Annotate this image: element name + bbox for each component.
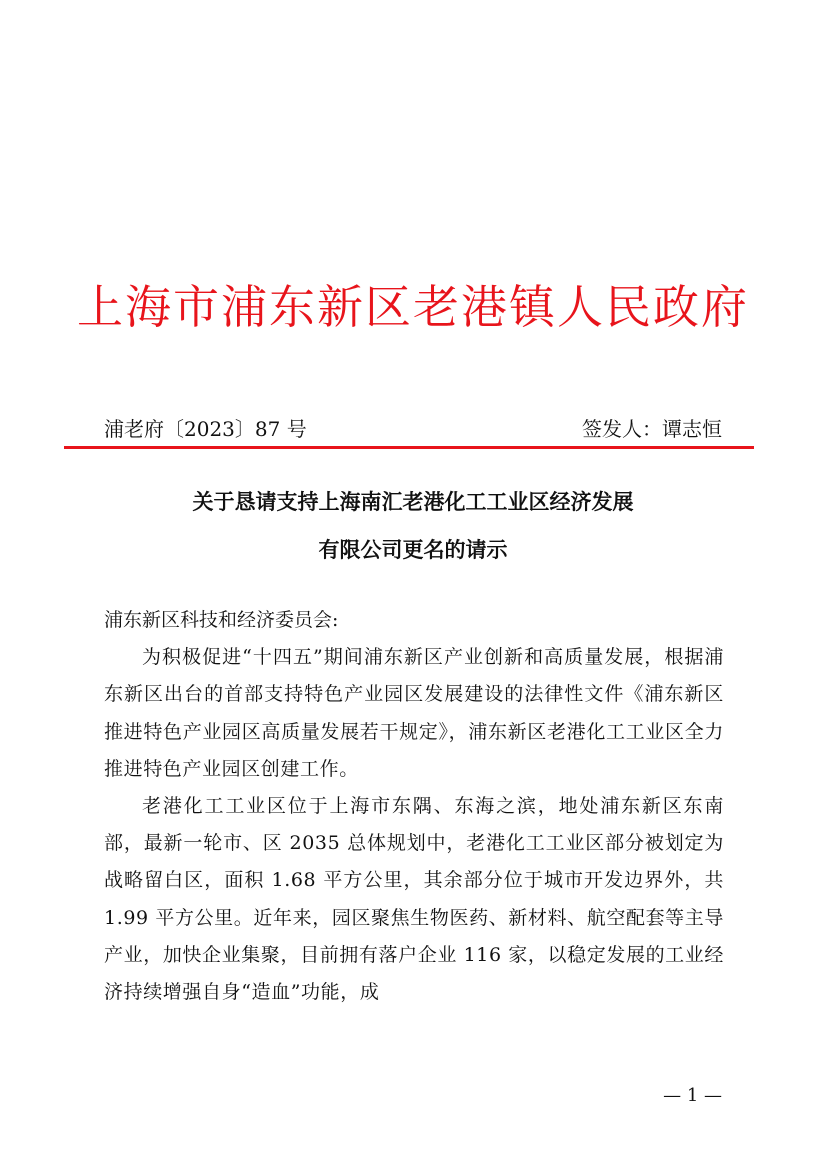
document-title: [0, 478, 826, 574]
page-number: — 1 —: [663, 1085, 722, 1106]
document-number: 浦老府〔2023〕87 号: [104, 417, 307, 441]
title-line-2: 有限公司更名的请示: [318, 538, 508, 562]
title-line-1: 关于恳请支持上海南汇老港化工工业区经济发展: [192, 490, 634, 514]
red-separator-line: [64, 446, 754, 449]
body-paragraph-2: 老港化工工业区位于上海市东隅、东海之滨，地处浦东新区东南部，最新一轮市、区 2035 总体规划中，老港化工工业区部分被划定为战略留白区，面积 1.68 平方公里，其余部分位于城市开发边界外，共 1.99 平方公里。近年来，园区聚焦生物医药、新材料、航空配套等主导产业，加快企业集聚，目前拥有落户企业 116 家，以稳定发展的工业经济持续增强自身“造血”功能，成: [104, 795, 724, 1004]
body-paragraph-1: 为积极促进“十四五”期间浦东新区产业创新和高质量发展，根据浦东新区出台的首部支持特色产业园区发展建设的法律性文件《浦东新区推进特色产业园区高质量发展若干规定》，浦东新区老港化工工业区全力推进特色产业园区创建工作。: [104, 646, 724, 780]
signer: 签发人：谭志恒: [582, 417, 722, 441]
issuer-masthead: 上海市浦东新区老港镇人民政府: [77, 280, 749, 334]
salutation: 浦东新区科技和经济委员会:: [104, 609, 339, 631]
document-body: [104, 602, 724, 1011]
